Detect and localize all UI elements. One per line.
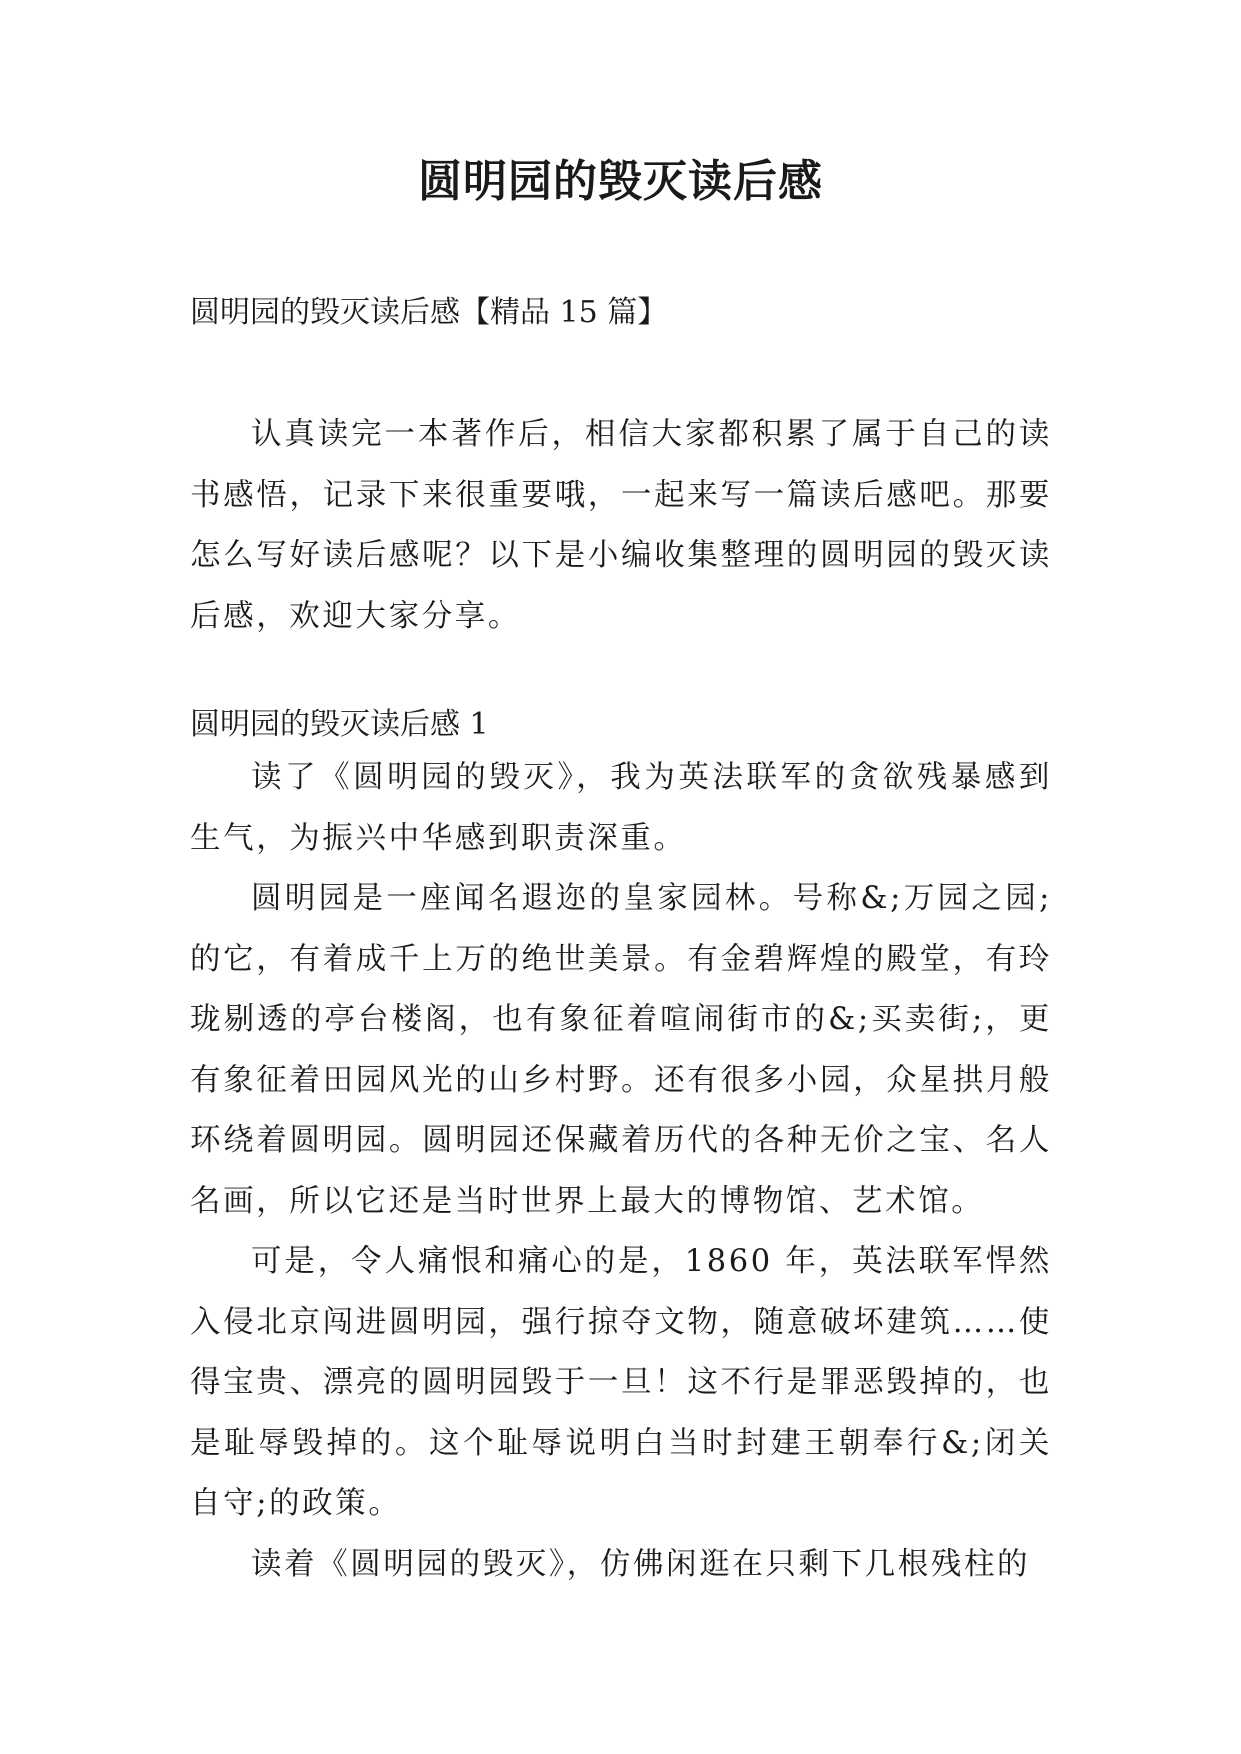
document-title: 圆明园的毁灭读后感	[418, 156, 823, 207]
essay-paragraph: 可是，令人痛恨和痛心的是，1860 年，英法联军悍然入侵北京闯进圆明园，强行掠夺文物，随意破坏建筑……使得宝贵、漂亮的圆明园毁于一旦！这不行是罪恶毁掉的，也是耻辱毁掉的。这个耻辱说明白当时封建王朝奉行&;闭关自守;的政策。	[190, 1244, 1052, 1521]
essay-paragraph: 读了《圆明园的毁灭》，我为英法联军的贪欲残暴感到生气，为振兴中华感到职责深重。	[190, 760, 1052, 856]
essay-paragraph: 圆明园是一座闻名遐迩的皇家园林。号称&;万园之园;的它，有着成千上万的绝世美景。有金碧辉煌的殿堂，有玲珑剔透的亭台楼阁，也有象征着喧闹街市的&;买卖街;，更有象征着田园风光的山乡村野。还有很多小园，众星拱月般环绕着圆明园。圆明园还保藏着历代的各种无价之宝、名人名画，所以它还是当时世界上最大的博物馆、艺术馆。	[190, 881, 1052, 1219]
essay-body	[190, 748, 1052, 1595]
section-heading: 圆明园的毁灭读后感 1	[190, 707, 489, 742]
intro-paragraph: 认真读完一本著作后，相信大家都积累了属于自己的读书感悟，记录下来很重要哦，一起来写一篇读后感吧。那要怎么写好读后感呢？以下是小编收集整理的圆明园的毁灭读后感，欢迎大家分享。	[190, 417, 1052, 634]
document-subtitle: 圆明园的毁灭读后感【精品 15 篇】	[190, 295, 668, 330]
essay-paragraph: 读着《圆明园的毁灭》，仿佛闲逛在只剩下几根残柱的	[251, 1546, 1031, 1582]
intro-section	[190, 405, 1052, 647]
